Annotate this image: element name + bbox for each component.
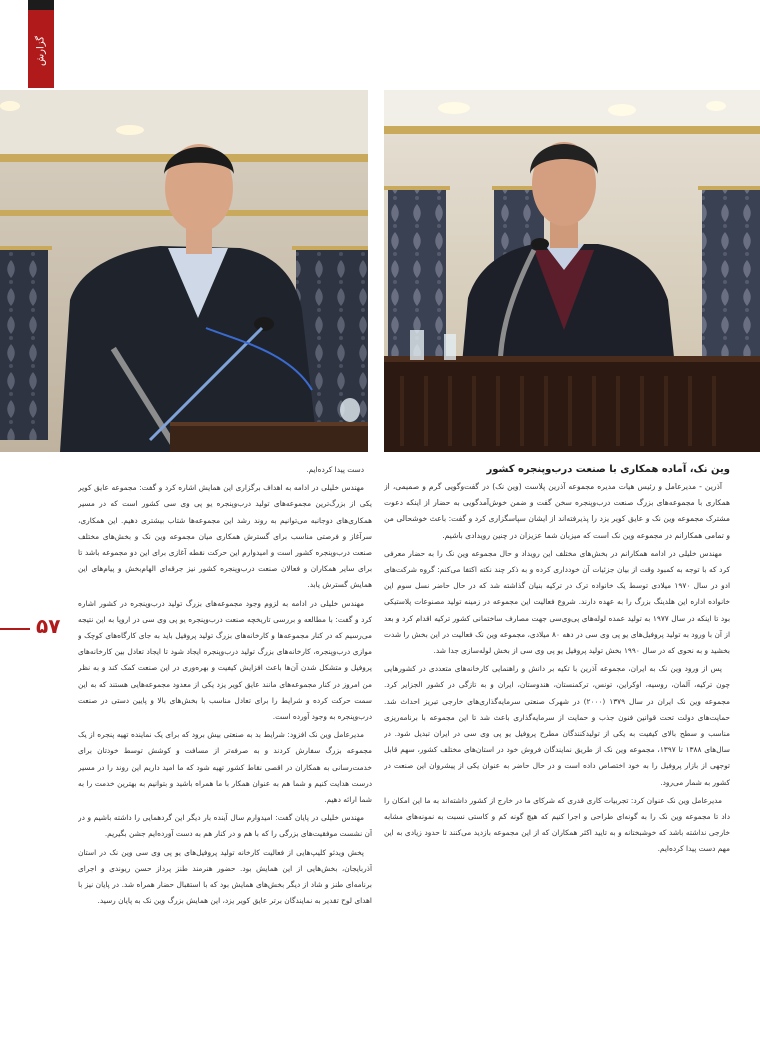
article-paragraph: مهندس خلیلی در ادامه به اهداف برگزاری این همایش اشاره کرد و گفت: مجموعه عایق کویر یکی از بزرگ‌ترین مجموعه‌های تولید درب‌وپنجره یو پی وی سی کشور است که در مسیر همکاری‌های دوجانبه می‌توانیم به روند رشد این مجموعه‌ها شتاب بیشتری دهیم. این همکاری، سرآغاز و فرصتی مناسب برای گسترش همکاری میان مجموعه وین نک و بخش‌های مختلف صنعت درب‌وپنجره کشور است و امیدوارم این حرکت نقطه آغازی برای این دو مجموعه باشد تا برای سایر همکاران و فعالان صنعت درب‌وپنجره کشور نیز جرقه‌ای الهام‌بخش و پیام‌های این همایش گسترش یابد.: [78, 483, 372, 590]
photo-speaker-right: [384, 90, 760, 452]
article-paragraph: مدیرعامل وین نک عنوان کرد: تجربیات کاری قدری که شرکای ما در خارج از کشور داشته‌اند به ما این امکان را داد تا مجموعه وین نک را به گونه‌ای طراحی و اجرا کنیم که هیچ گونه کم و کاستی نسبت به نمونه‌های مشابه خارجی نداشته باشد که خوشبختانه و به تایید اکثر همکاران که از این مجموعه بازدید می‌کنند تا حدود زیادی به این مهم دست پیدا کرده‌ایم.: [384, 795, 730, 854]
article-column-left: [78, 462, 372, 1036]
photo-speaker-left-image: [0, 90, 368, 452]
article-column-right: [384, 462, 730, 1036]
article-paragraph: پس از ورود وین نک به ایران، مجموعه آذرین با تکیه بر دانش و راهنمایی کارخانه‌های متعددی در کشورهایی چون ترکیه، آلمان، روسیه، اوکراین، تونس، ترکمنستان، هندوستان، ایران و به تازگی در کشور الجزایر کرد. مجموعه وین نک ایران در سال ۱۳۷۹ (۲۰۰۰) در شهرک صنعتی سرمایه‌گذاری‌های خارجی تبریز احداث شد. حمایت‌های دولت تحت قوانین فنون جذب و حمایت از سرمایه‌گذاری باعث شد تا این مجموعه با برنامه‌ریزی مناسب و سطح بالای کیفیت به یکی از تولیدکنندگان مطرح پروفیل یو پی وی سی در ایران تبدیل شود. در سال‌های ۱۳۸۸ تا ۱۳۹۷، مجموعه وین نک از طریق نمایندگان فروش خود در استان‌های مختلف کشور، سهم قابل توجهی از بازار پروفیل را به خود اختصاص داده است و در حال حاضر به عنوان یکی از پیشروان این صنعت در کشور به شمار می‌رود.: [384, 664, 730, 787]
page-number: ۵۷: [36, 614, 61, 638]
photo-speaker-right-image: [384, 90, 760, 452]
article-paragraph: مدیرعامل وین نک افزود: شرایط بد به صنعتی بیش برود که برای یک نماینده تهیه پنجره از یک مجموعه بزرگ سفارش کردند و به صرفه‌تر از مسافت و کوشش توسط خودتان برای خدمت‌رسانی به همکاران در اقصی نقاط کشور تهیه شود که ما امید داریم این روند را در مسیر درست هدایت کنیم و شما هم به عنوان همکار با ما همراه باشید و بتوانیم به بهترین خدمت را به شما ارائه دهیم.: [78, 730, 372, 805]
page-number-rule: [0, 628, 30, 630]
article-paragraph: مهندس خلیلی در پایان گفت: امیدوارم سال آینده بار دیگر این گردهمایی را داشته باشیم و در آن نشست موفقیت‌های بزرگی را که با هم و در کنار هم به دست آورده‌ایم جشن بگیریم.: [78, 813, 372, 839]
article-paragraph: مهندس خلیلی در ادامه همکارانم در بخش‌های مختلف این رویداد و حال مجموعه وین نک را به حضار معرفی کرد که با توجه به کمبود وقت از بیان جزئیات آن خودداری کرده و به ذکر چند نکته اکتفا می‌کنم: گروه شرکت‌های ادو در سال ۱۹۷۰ میلادی توسط یک خانواده ترک در ترکیه بنیان گذاشته شد که در حال حاضر نسل سوم این خانواده اداره این هلدینگ بزرگ را به عهده دارند. شروع فعالیت این مجموعه در زمینه تولید مصنوعات پلاستیکی بود تا اینکه در سال ۱۹۷۷ به تولید عمده لوله‌های پی‌وی‌سی جهت مصارف ساختمانی کشور ترکیه اقدام کرد و بعد از آن با ورود به تولید پروفیل‌های یو پی وی سی در دهه ۸۰ میلادی، مجموعه وین نک فعالیت در این بخش را شدت بخشید و به نحوی که در سال ۱۹۹۰ بخش تولید پروفیل یو پی وی سی از بخش لوله‌سازی جدا شد.: [384, 548, 730, 656]
article-paragraph: مهندس خلیلی در ادامه به لزوم وجود مجموعه‌های بزرگ تولید درب‌وپنجره در کشور اشاره کرد و گفت: با مطالعه و بررسی تاریخچه صنعت درب‌وپنجره یو پی وی سی در اروپا به این نتیجه می‌رسیم که در کنار مجموعه‌ها و کارخانه‌های بزرگ تولید پروفیل باید به جای کارگاه‌های کوچک و موازی درب‌وپنجره، کارخانه‌های بزرگ تولید درب‌وپنجره ایجاد شود تا ایجاد تعادل بین کارخانه‌های پروفیل و متشکل شدن آن‌ها باعث افزایش کیفیت و بهره‌وری در این صنعت کمک کند و به نظر من امروز در کنار مجموعه‌های مانند عایق کویر یزد یکی از معدود مجموعه‌هایی هستند که به این سمت حرکت کرده و شرایط را برای تعادل مناسب با بخش‌های بالا و پایین دستی در صنعت درب‌وپنجره به وجود آورده است.: [78, 598, 372, 722]
article-headline: وین نک، آماده همکاری با صنعت درب‌وپنجره کشور: [486, 464, 730, 475]
photo-speaker-left: [0, 90, 368, 452]
article-paragraph: آذرین - مدیرعامل و رئیس هیات مدیره مجموعه آذرین پلاست (وین نک) در گفت‌وگویی گرم و صمیمی، از همکاری با مجموعه‌های بزرگ صنعت درب‌وپنجره سخن گفت و ضمن خوش‌آمدگویی به حضار از اینکه دعوت مشترک مجموعه وین نک و عایق کویر یزد را پذیرفته‌اند از ایشان سپاسگزاری کرد و گفت: باعث خوشحالی من و تمامی همکارانم در مجموعه وین نک است که میزبان شما عزیزان در چنین رویدادی باشیم.: [384, 482, 730, 540]
article-paragraph: دست پیدا کرده‌ایم.: [306, 465, 364, 474]
section-tab: [28, 0, 54, 88]
section-tab-label: گزارش: [35, 35, 47, 66]
article-paragraph: پخش ویدئو کلیپ‌هایی از فعالیت کارخانه تولید پروفیل‌های یو پی وی سی وین نک در استان آذربایجان، بخش‌هایی از این همایش بود. حضور هنرمند طنز پرداز حسن ریوندی و اجرای برنامه‌ای طنز و شاد از دیگر بخش‌های همایش بود که با استقبال حضار همراه شد. در پایان نیز با اهدای لوح تقدیر به نمایندگان برتر عایق کویر یزد، این همایش بزرگ وین نک به پایان رسید.: [78, 847, 372, 906]
